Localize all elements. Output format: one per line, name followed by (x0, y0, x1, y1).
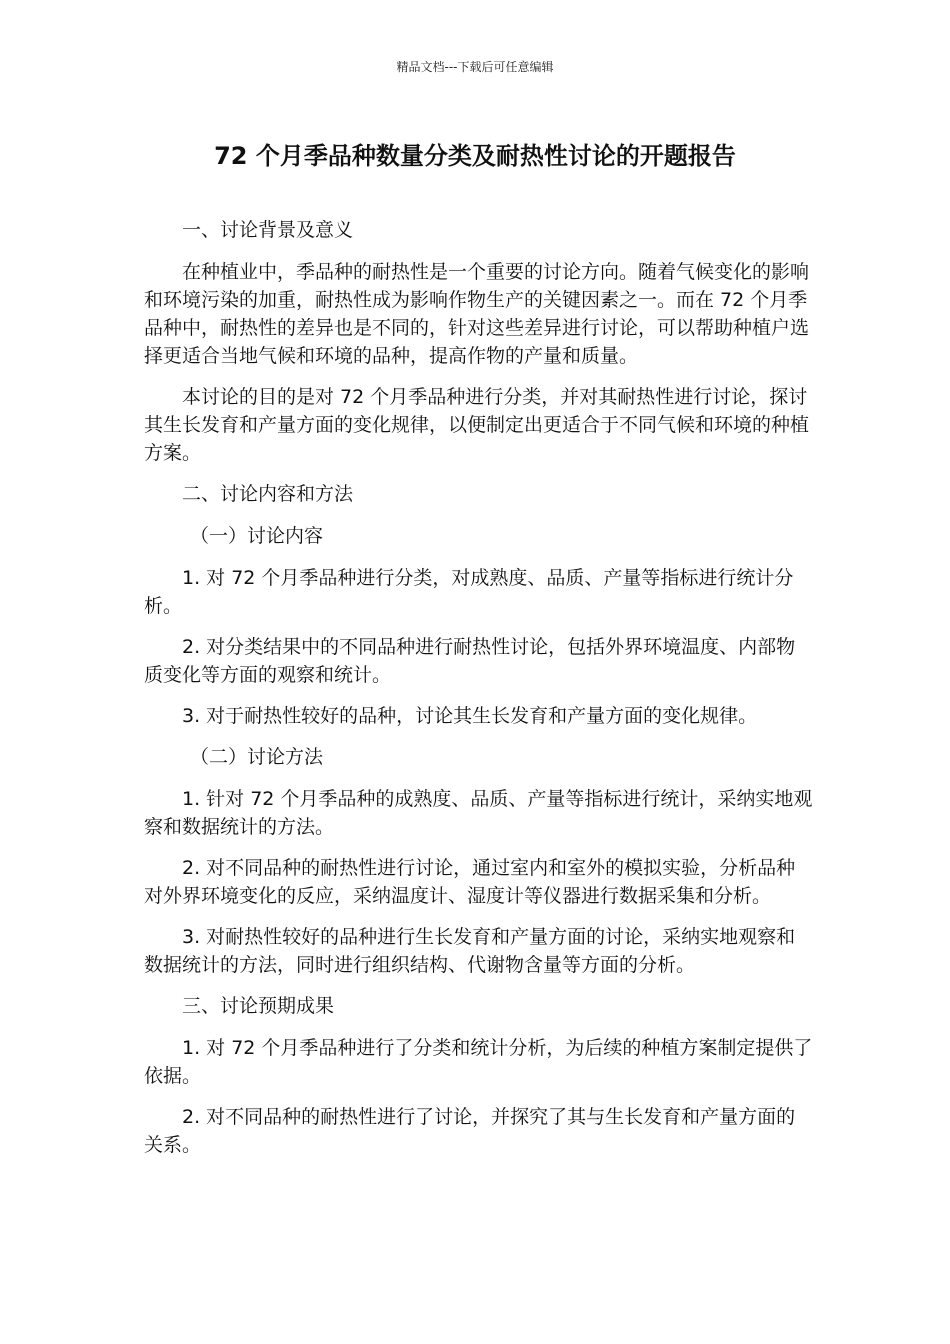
paragraph-method-1: 1. 针对 72 个月季品种的成熟度、品质、产量等指标进行统计，采纳实地观察和数据统计的方法。 (144, 788, 813, 838)
paragraph-content-1: 1. 对 72 个月季品种进行分类，对成熟度、品质、产量等指标进行统计分析。 (144, 567, 794, 617)
subheading-content: （一）讨论内容 (190, 525, 324, 547)
document-body (144, 216, 814, 1172)
paragraph-outcome-1: 1. 对 72 个月季品种进行了分类和统计分析，为后续的种植方案制定提供了依据。 (144, 1037, 813, 1087)
paragraph-method-2: 2. 对不同品种的耐热性进行讨论，通过室内和室外的模拟实验，分析品种对外界环境变化的反应，采纳温度计、湿度计等仪器进行数据采集和分析。 (144, 857, 796, 907)
section-heading-outcomes: 三、讨论预期成果 (182, 995, 335, 1017)
paragraph-content-3: 3. 对于耐热性较好的品种，讨论其生长发育和产量方面的变化规律。 (182, 705, 758, 727)
paragraph-background-2: 本讨论的目的是对 72 个月季品种进行分类，并对其耐热性进行讨论，探讨其生长发育和产量方面的变化规律，以便制定出更适合于不同气候和环境的种植方案。 (144, 386, 810, 464)
section-heading-content-method: 二、讨论内容和方法 (182, 483, 354, 505)
subheading-method: （二）讨论方法 (190, 746, 324, 768)
document-title: 72 个月季品种数量分类及耐热性讨论的开题报告 (214, 142, 736, 170)
section-heading-background: 一、讨论背景及意义 (182, 219, 354, 241)
page-header: 精品文档---下载后可任意编辑 (396, 60, 554, 74)
paragraph-background-1: 在种植业中，季品种的耐热性是一个重要的讨论方向。随着气候变化的影响和环境污染的加重，耐热性成为影响作物生产的关键因素之一。而在 72 个月季品种中，耐热性的差异也是不同的，针对这些差异进行讨论，可以帮助种植户选择更适合当地气候和环境的品种，提高作物的产量和质量。 (144, 261, 810, 367)
paragraph-outcome-2: 2. 对不同品种的耐热性进行了讨论，并探究了其与生长发育和产量方面的关系。 (144, 1106, 796, 1156)
paragraph-content-2: 2. 对分类结果中的不同品种进行耐热性讨论，包括外界环境温度、内部物质变化等方面的观察和统计。 (144, 636, 796, 686)
paragraph-method-3: 3. 对耐热性较好的品种进行生长发育和产量方面的讨论，采纳实地观察和数据统计的方法，同时进行组织结构、代谢物含量等方面的分析。 (144, 926, 796, 976)
